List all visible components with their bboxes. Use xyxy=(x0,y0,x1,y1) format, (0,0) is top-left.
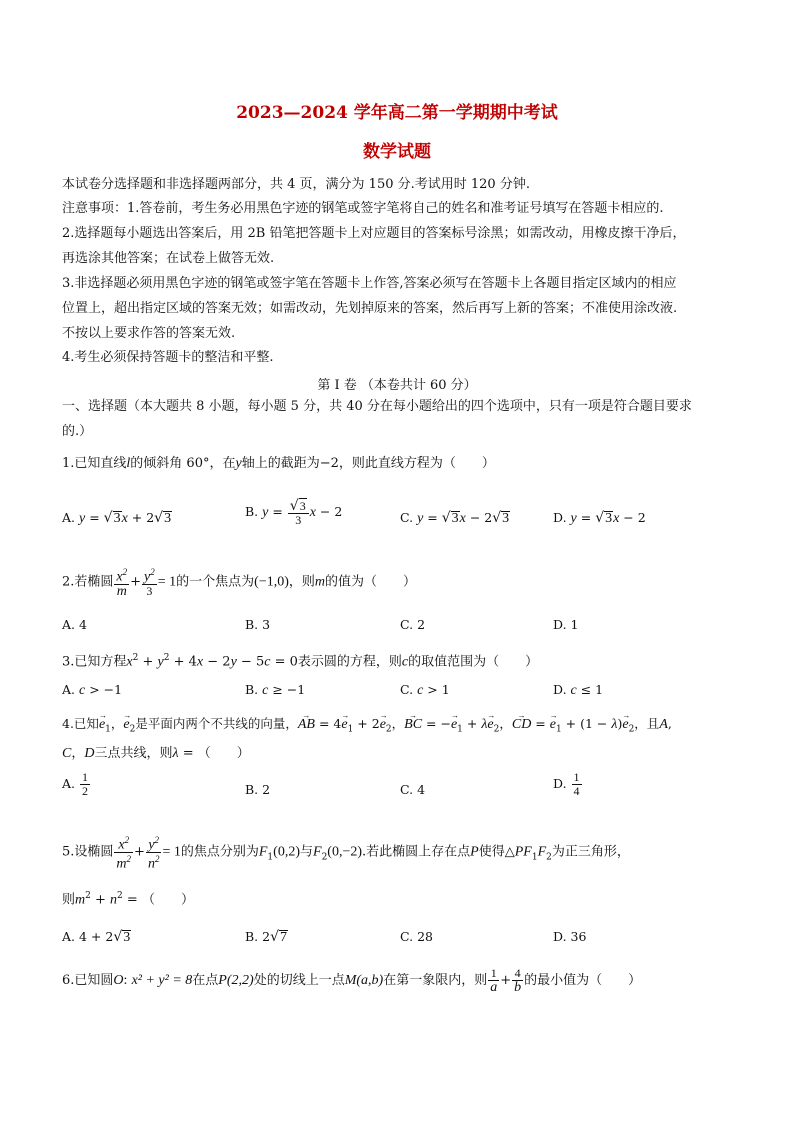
q5-option-a: A. 4 + 2√3 xyxy=(62,929,131,945)
question-6: 6.已知圆O: x² + y² = 8在点P(2,2)处的切线上一点M(a,b)在第一象限内，则 $\frac{1}{a}$ + $\frac{4}{b}$ 的最小值为（ ） xyxy=(62,966,642,995)
question-5: 5.设椭圆 $\frac{x^2}{m^2}$ + $\frac{y^2}{n^2}$ = 1的焦点分别为$F_1(0,2)$与$F_2(0,-2)$.若此椭圆上存在点P使得$\triangle PF_1F_2$为正三角形， xyxy=(62,835,630,872)
q3-option-d: D. c ≤ 1 xyxy=(553,682,604,698)
q4-option-c: C. 4 xyxy=(400,782,426,797)
q1-line-var: l xyxy=(126,456,131,471)
intro-line-3: 2.选择题每小题选出答案后，用 2B 铅笔把答题卡上对应题目的答案标号涂黑；如需改动，用橡皮擦干净后， xyxy=(62,226,686,241)
q1-option-b: B. y = $\frac{√3}{3}$ x − 2 xyxy=(245,498,343,527)
question-2: 2.若椭圆 $\frac{x^2}{m}$ + $\frac{y^2}{3}$ = 1的一个焦点为(−1,0)，则m的值为（ ） xyxy=(62,567,417,599)
question-5-cont: 则$m^2 + n^2$ = （ ） xyxy=(62,891,194,908)
section-heading-cont: 的.） xyxy=(62,424,93,439)
q2-option-b: B. 3 xyxy=(245,617,271,632)
intro-line-5: 3.非选择题必须用黑色字迹的钢笔或签字笔在答题卡上作答,答案必须写在答题卡上各题目指定区域内的相应 xyxy=(62,276,677,291)
q1-option-a: A. y = √3x + 2√3 xyxy=(62,510,172,526)
q2-option-a: A. 4 xyxy=(62,617,87,632)
intro-line-8: 4.考生必须保持答题卡的整洁和平整. xyxy=(62,350,274,365)
q4-option-b: B. 2 xyxy=(245,782,271,797)
intro-line-6: 位置上，超出指定区域的答案无效；如需改动，先划掉原来的答案，然后再写上新的答案；不准使用涂改液. xyxy=(62,301,678,316)
question-4: 4.已知→ $e_1$，→ $e_2$是平面内两个不共线的向量，→ AB = $4\to e_1 + 2\to e_2$，→ BC = −→ $e_1 + \lambda\to e_2$，→ CD = → $e_1 + (1 - \lambda)\to e_2$，且A, xyxy=(62,716,672,738)
q5-option-c: C. 28 xyxy=(400,929,433,944)
q2-option-d: D. 1 xyxy=(553,617,579,632)
q1-pre: 1.已知直线 xyxy=(62,456,127,471)
q1-y-var: y xyxy=(235,456,242,471)
q1-mid2: 轴上的截距为−2，则此直线方程为（ ） xyxy=(241,456,495,471)
q1-option-d: D. y = √3x − 2 xyxy=(553,510,646,526)
intro-line-1: 本试卷分选择题和非选择题两部分，共 4 页，满分为 150 分.考试用时 120 分钟. xyxy=(62,177,530,192)
q3-option-a: A. c > −1 xyxy=(62,682,123,698)
question-4-cont: C，D三点共线，则λ = （ ） xyxy=(62,746,250,761)
q5-option-b: B. 2√7 xyxy=(245,929,288,945)
intro-line-7: 不按以上要求作答的答案无效. xyxy=(62,326,236,341)
q4-option-a: A. $\frac{1}{2}$ xyxy=(62,770,88,798)
q5-option-d: D. 36 xyxy=(553,929,587,944)
intro-line-2: 注意事项：1.答卷前，考生务必用黑色字迹的钢笔或签字笔将自己的姓名和准考证号填写在答题卡相应的. xyxy=(62,201,664,216)
section-heading: 一、选择题（本大题共 8 小题，每小题 5 分，共 40 分在每小题给出的四个选项中，只有一项是符合题目要求 xyxy=(62,399,692,414)
q4-option-d: D. $\frac{1}{4}$ xyxy=(553,770,580,798)
intro-line-4: 再选涂其他答案；在试卷上做答无效. xyxy=(62,251,275,266)
exam-subtitle: 数学试题 xyxy=(363,142,431,162)
q3-option-c: C. c > 1 xyxy=(400,682,450,698)
q1-mid1: 的倾斜角 60°，在 xyxy=(130,456,236,471)
q2-option-c: C. 2 xyxy=(400,617,426,632)
q1-option-c: C. y = √3x − 2√3 xyxy=(400,510,510,526)
part-title: 第 I 卷 （本卷共计 60 分） xyxy=(317,378,477,393)
exam-title: 2023—2024 学年高二第一学期期中考试 xyxy=(236,103,558,123)
q3-option-b: B. c ≥ −1 xyxy=(245,682,306,698)
question-1 xyxy=(62,456,495,472)
question-3: 3.已知方程$x^2 + y^2 + 4x - 2y - 5c = 0$表示圆的方程，则c的取值范围为（ ） xyxy=(62,653,539,670)
